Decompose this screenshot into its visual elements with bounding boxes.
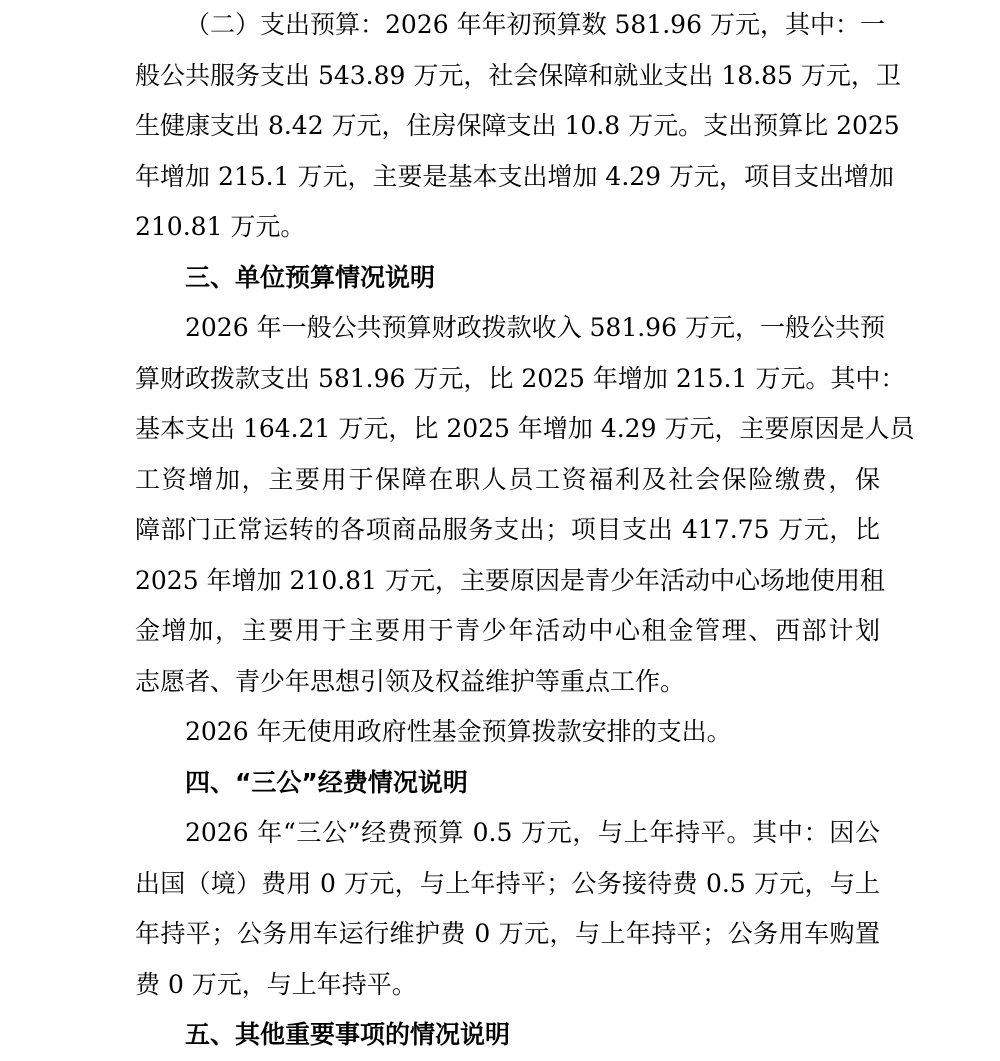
text-line: 志愿者、青少年思想引领及权益维护等重点工作。 <box>135 666 686 696</box>
text-line: 金增加，主要用于主要用于青少年活动中心租金管理、西部计划 <box>135 616 880 645</box>
text-line: 般公共服务支出 543.89 万元，社会保障和就业支出 18.85 万元，卫 <box>135 60 901 90</box>
text-line: 出国（境）费用 0 万元，与上年持平；公务接待费 0.5 万元，与上 <box>135 868 880 898</box>
text-line: 2026 年一般公共预算财政拨款收入 581.96 万元，一般公共预 <box>185 313 885 342</box>
paragraph-unit-budget <box>135 303 915 707</box>
section-heading-unit-budget: 三、单位预算情况说明 <box>185 262 436 292</box>
paragraph-three-public-expenses <box>135 808 880 1010</box>
text-line: 2026 年“三公”经费预算 0.5 万元，与上年持平。其中：因公 <box>185 818 880 847</box>
text-line: 210.81 万元。 <box>135 212 306 241</box>
text-line: 年持平；公务用车运行维护费 0 万元，与上年持平；公务用车购置 <box>135 919 880 948</box>
text-line: 障部门正常运转的各项商品服务支出；项目支出 417.75 万元，比 <box>135 515 880 544</box>
paragraph-expenditure-budget <box>135 0 901 253</box>
text-line: 工资增加，主要用于保障在职人员工资福利及社会保险缴费，保 <box>135 464 880 494</box>
paragraph-government-fund <box>135 707 880 758</box>
document-page <box>135 0 915 1061</box>
text-line: 2026 年无使用政府性基金预算拨款安排的支出。 <box>185 717 732 746</box>
text-line: 费 0 万元，与上年持平。 <box>135 969 417 999</box>
text-line: 基本支出 164.21 万元，比 2025 年增加 4.29 万元，主要原因是人员 <box>135 414 915 443</box>
text-line: 生健康支出 8.42 万元，住房保障支出 10.8 万元。支出预算比 2025 <box>135 111 900 140</box>
section-heading-three-public: 四、“三公”经费情况说明 <box>185 767 468 797</box>
section-heading-other-matters: 五、其他重要事项的情况说明 <box>185 1020 511 1049</box>
text-line: （二）支出预算：2026 年年初预算数 581.96 万元，其中：一 <box>185 10 885 39</box>
text-line: 算财政拨款支出 581.96 万元，比 2025 年增加 215.1 万元。其中： <box>135 363 906 393</box>
text-line: 2025 年增加 210.81 万元，主要原因是青少年活动中心场地使用租 <box>135 565 885 595</box>
text-line: 年增加 215.1 万元，主要是基本支出增加 4.29 万元，项目支出增加 <box>135 161 895 191</box>
